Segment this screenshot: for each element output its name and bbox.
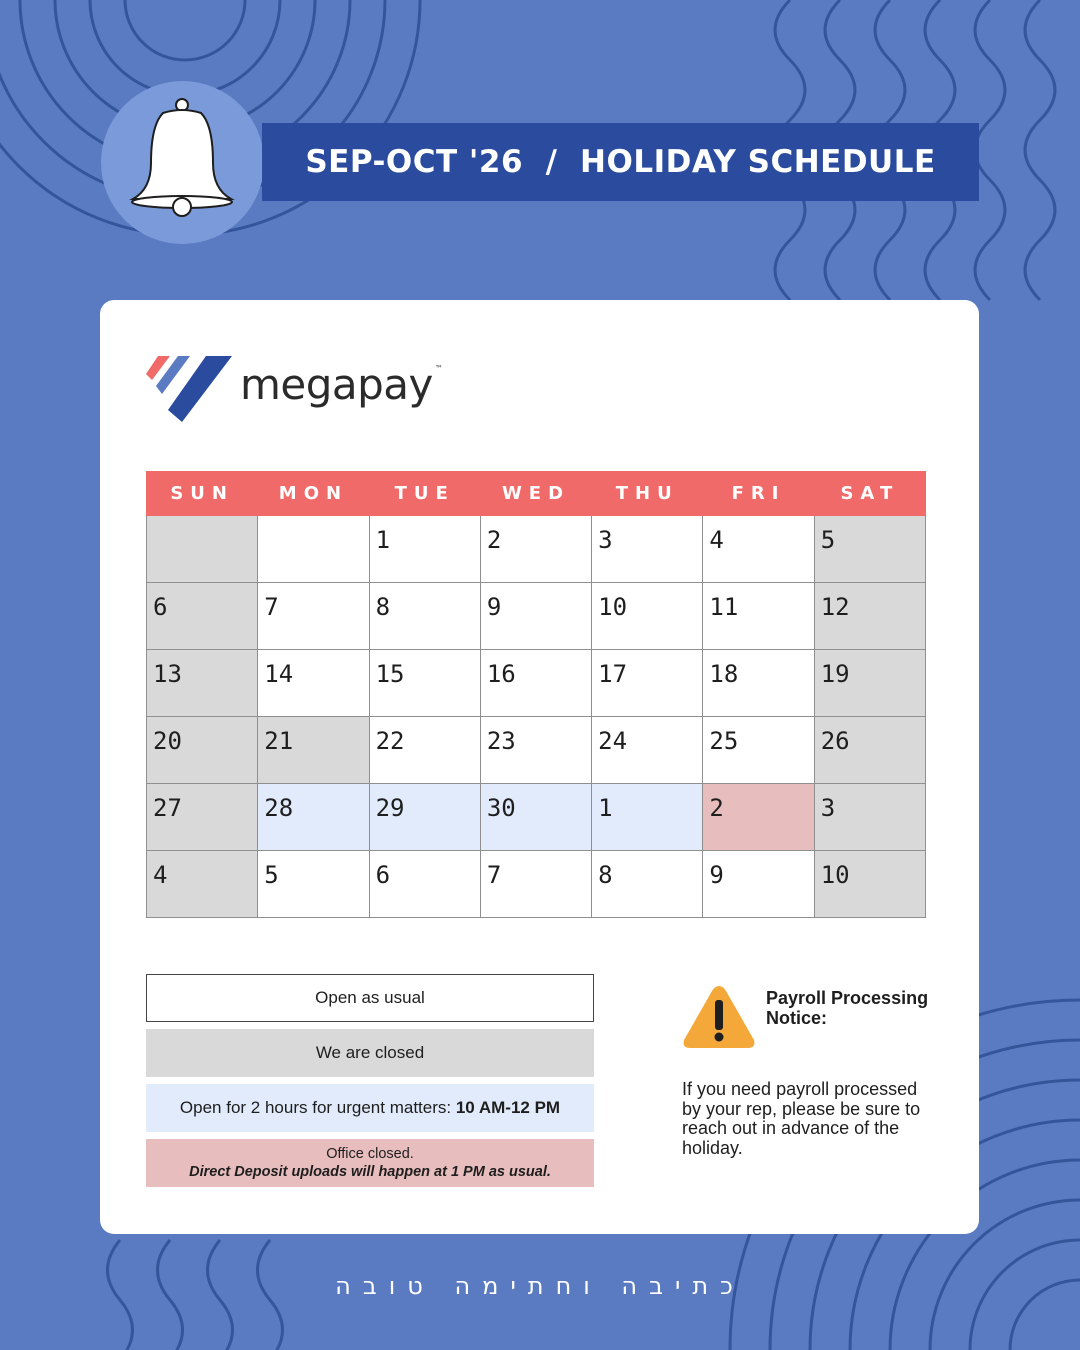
calendar-day-cell bbox=[480, 717, 591, 784]
day-number: 24 bbox=[598, 727, 628, 755]
calendar-day-cell bbox=[369, 650, 480, 717]
legend-closed bbox=[146, 1029, 594, 1077]
calendar-week bbox=[147, 784, 926, 851]
calendar-day-cell bbox=[480, 851, 591, 918]
calendar-day-cell bbox=[258, 516, 369, 583]
day-number: 28 bbox=[264, 794, 294, 822]
holiday-calendar bbox=[146, 471, 926, 918]
day-number: 13 bbox=[153, 660, 182, 688]
day-number: 21 bbox=[264, 727, 294, 755]
day-number: 7 bbox=[486, 861, 502, 889]
calendar-day-cell bbox=[369, 784, 480, 851]
calendar-day-cell bbox=[480, 650, 591, 717]
day-number: 30 bbox=[486, 794, 516, 822]
day-number: 2 bbox=[486, 526, 502, 554]
day-number: 19 bbox=[820, 660, 850, 688]
calendar-week bbox=[147, 851, 926, 918]
logo-mark bbox=[146, 352, 236, 422]
day-number: 8 bbox=[598, 861, 613, 889]
calendar-week bbox=[147, 583, 926, 650]
warning-icon bbox=[682, 984, 756, 1050]
calendar-day-cell bbox=[369, 516, 480, 583]
day-number: 11 bbox=[709, 593, 739, 621]
legend-open-label: Open as usual bbox=[315, 988, 425, 1007]
calendar-week bbox=[147, 717, 926, 784]
calendar-day-cell bbox=[703, 650, 814, 717]
day-number bbox=[258, 516, 368, 526]
brand-name: megapay bbox=[240, 360, 433, 409]
calendar-day-cell bbox=[703, 717, 814, 784]
calendar-day-cell bbox=[814, 516, 925, 583]
legend-closed-label: We are closed bbox=[315, 1043, 425, 1062]
notice-title: Payroll Processing Notice: bbox=[766, 988, 929, 1028]
calendar-day-cell bbox=[258, 583, 369, 650]
day-number: 17 bbox=[598, 660, 628, 688]
calendar-day-cell bbox=[147, 650, 258, 717]
day-number: 18 bbox=[709, 660, 739, 688]
day-header-fri: FRI bbox=[703, 472, 814, 516]
day-number: 3 bbox=[820, 794, 836, 822]
calendar-day-cell bbox=[592, 583, 703, 650]
calendar-day-cell bbox=[814, 717, 925, 784]
day-number: 12 bbox=[820, 593, 850, 621]
brand-logo bbox=[146, 352, 446, 422]
schedule-card bbox=[100, 300, 979, 1234]
calendar-day-cell bbox=[258, 851, 369, 918]
calendar-day-cell bbox=[703, 516, 814, 583]
calendar-week bbox=[147, 516, 926, 583]
day-number: 20 bbox=[153, 727, 182, 755]
footer-greeting: כתיבה וחתימה טובה bbox=[335, 1272, 745, 1300]
calendar-day-cell bbox=[814, 784, 925, 851]
calendar-day-cell bbox=[592, 650, 703, 717]
notice-body: If you need payroll processed by your rep, please be sure to reach out in advance of the holiday. bbox=[682, 1079, 921, 1158]
day-number: 27 bbox=[153, 794, 182, 822]
calendar-day-cell bbox=[369, 583, 480, 650]
day-header-sat: SAT bbox=[814, 472, 925, 516]
calendar-day-cell bbox=[258, 784, 369, 851]
calendar-day-cell bbox=[814, 851, 925, 918]
day-number: 15 bbox=[375, 660, 405, 688]
day-number: 4 bbox=[153, 861, 168, 889]
calendar-day-cell bbox=[592, 851, 703, 918]
calendar-day-cell bbox=[147, 784, 258, 851]
day-number: 5 bbox=[264, 861, 279, 889]
day-header-thu: THU bbox=[592, 472, 703, 516]
calendar-week bbox=[147, 650, 926, 717]
day-header-tue: TUE bbox=[369, 472, 480, 516]
day-header-sun: SUN bbox=[147, 472, 258, 516]
calendar-day-cell bbox=[480, 583, 591, 650]
day-number: 3 bbox=[598, 526, 613, 554]
calendar-day-cell bbox=[258, 650, 369, 717]
day-number: 5 bbox=[820, 526, 836, 554]
legend-office-line1: Office closed. bbox=[326, 1146, 414, 1162]
calendar-day-cell bbox=[592, 516, 703, 583]
day-number: 26 bbox=[820, 727, 850, 755]
day-number: 6 bbox=[375, 861, 391, 889]
page-title: SEP-OCT '26 / HOLIDAY SCHEDULE bbox=[262, 123, 979, 201]
calendar-day-cell bbox=[147, 851, 258, 918]
day-number: 7 bbox=[264, 593, 279, 621]
calendar-day-cell bbox=[369, 851, 480, 918]
calendar-day-cell bbox=[480, 784, 591, 851]
calendar-day-cell bbox=[703, 583, 814, 650]
day-number: 8 bbox=[375, 593, 391, 621]
day-number: 16 bbox=[486, 660, 516, 688]
day-number: 1 bbox=[375, 526, 391, 554]
legend-urgent bbox=[146, 1084, 594, 1132]
legend-urgent-hours: 10 AM-12 PM bbox=[455, 1098, 561, 1117]
trademark: ™ bbox=[435, 364, 443, 373]
legend-office-line2: Direct Deposit uploads will happen at 1 PM as usual. bbox=[189, 1164, 551, 1180]
day-number: 22 bbox=[375, 727, 405, 755]
calendar-day-cell bbox=[147, 717, 258, 784]
calendar-day-cell bbox=[814, 583, 925, 650]
bell-badge bbox=[101, 81, 264, 244]
calendar-day-cell bbox=[480, 516, 591, 583]
day-number bbox=[147, 516, 257, 526]
day-number: 29 bbox=[375, 794, 405, 822]
day-number: 9 bbox=[709, 861, 724, 889]
day-number: 2 bbox=[709, 794, 724, 822]
day-number: 9 bbox=[486, 593, 502, 621]
calendar-day-cell bbox=[147, 516, 258, 583]
calendar-day-cell bbox=[258, 717, 369, 784]
day-number: 10 bbox=[598, 593, 628, 621]
day-header-mon: MON bbox=[258, 472, 369, 516]
day-number: 14 bbox=[264, 660, 294, 688]
legend-office-closed bbox=[146, 1139, 594, 1187]
calendar-day-cell bbox=[703, 784, 814, 851]
calendar-day-cell bbox=[369, 717, 480, 784]
day-number: 4 bbox=[709, 526, 724, 554]
day-number: 25 bbox=[709, 727, 739, 755]
calendar-day-cell bbox=[814, 650, 925, 717]
calendar-day-cell bbox=[592, 784, 703, 851]
day-number: 1 bbox=[598, 794, 613, 822]
day-number: 6 bbox=[153, 593, 168, 621]
calendar-day-cell bbox=[592, 717, 703, 784]
calendar-day-cell bbox=[147, 583, 258, 650]
day-number: 10 bbox=[820, 861, 850, 889]
calendar-day-cell bbox=[703, 851, 814, 918]
day-number: 23 bbox=[486, 727, 516, 755]
day-header-wed: WED bbox=[480, 472, 591, 516]
bell-icon bbox=[101, 81, 264, 244]
legend-open bbox=[146, 974, 594, 1022]
legend-urgent-label: Open for 2 hours for urgent matters: bbox=[179, 1098, 456, 1117]
